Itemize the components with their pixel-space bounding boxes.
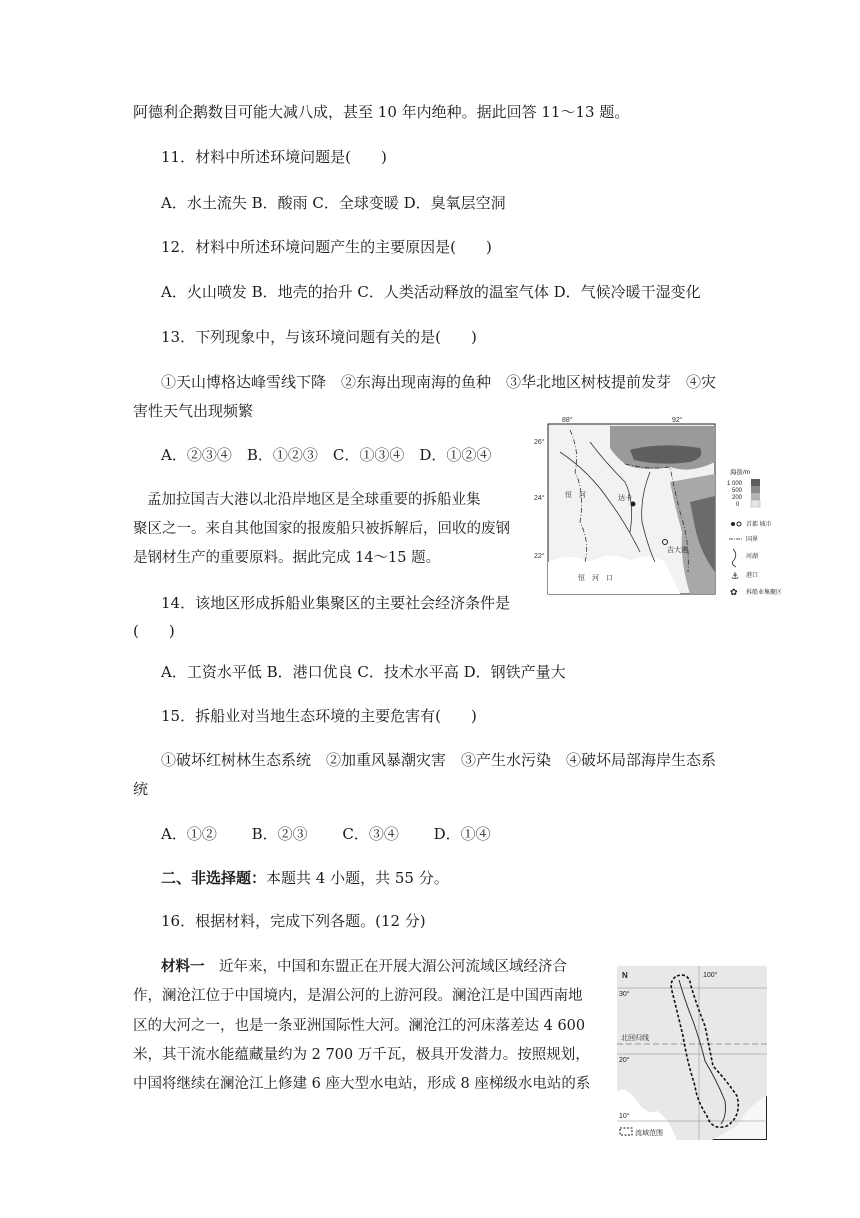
lon-label: 100° (703, 972, 718, 979)
legend-item: 港口 (746, 573, 759, 579)
legend-item: 首都 城市 (746, 522, 772, 528)
question-15: 15．拆船业对当地生态环境的主要危害有( ) (161, 707, 477, 725)
material-paragraph: 区的大河之一，也是一条亚洲国际性大河。澜沧江的河床落差达 4 600 (133, 1018, 586, 1034)
material-paragraph: 中国将继续在澜沧江上修建 6 座大型水电站，形成 8 座梯级水电站的系 (133, 1076, 591, 1092)
material-paragraph: 作，澜沧江位于中国境内，是湄公河的上游河段。澜沧江是中国西南地 (133, 988, 583, 1004)
sea (548, 555, 680, 594)
lat-label: 20° (619, 1057, 630, 1064)
legend-title: 海拔/m (730, 469, 751, 476)
question-14-cont: ( ) (133, 622, 175, 640)
gear-icon: ✿ (730, 587, 738, 597)
question-15-options: A．①② B．②③ C．③④ D．①④ (161, 825, 491, 843)
lat-label: 24° (534, 495, 545, 502)
legend-value: 200 (732, 495, 743, 501)
legend-item: 国界 (746, 537, 759, 543)
legend-item: 拆船业集聚区 (746, 590, 783, 596)
text-line: 阿德利企鹅数目可能大减八成，甚至 10 年内绝种。据此回答 11～13 题。 (133, 103, 630, 121)
question-15-items: ①破坏红树林生态系统 ②加重风暴潮灾害 ③产生水污染 ④破坏局部海岸生态系 (161, 751, 717, 769)
question-14-options: A．工资水平低 B．港口优良 C．技术水平高 D．钢铁产量大 (161, 663, 566, 681)
lat-label: 10° (619, 1113, 630, 1120)
material-paragraph: 聚区之一。来自其他国家的报废船只被拆解后，回收的废钢 (133, 521, 510, 537)
section-desc: 本题共 4 小题，共 55 分。 (266, 869, 449, 887)
lat-label: 30° (619, 991, 630, 998)
legend-value: 1 000 (727, 481, 743, 487)
question-13-items: ①天山博格达峰雪线下降 ②东海出现南海的鱼种 ③华北地区树枝提前发芽 ④灾 (161, 373, 717, 391)
legend-value: 500 (732, 488, 743, 494)
material-paragraph: 孟加拉国吉大港以北沿岸地区是全球重要的拆船业集 (147, 492, 481, 508)
elevation-area (630, 445, 701, 463)
legend-item: 流域范围 (635, 1130, 663, 1137)
question-13-items-cont: 害性天气出现频繁 (133, 402, 254, 420)
place-chittagong: 吉大港 (667, 547, 688, 554)
river-label: 恒 河 (565, 492, 586, 499)
question-13-options: A．②③④ B．①②③ C．①③④ D．①②④ (161, 446, 492, 464)
question-16: 16．根据材料，完成下列各题。(12 分) (161, 912, 426, 930)
lat-label: 22° (534, 553, 545, 560)
material-paragraph (161, 957, 567, 977)
section-heading (161, 868, 449, 888)
legend-value: 0 (736, 502, 740, 508)
question-15-items-cont: 统 (133, 780, 149, 798)
question-12-options: A．火山喷发 B．地壳的抬升 C．人类活动释放的温室气体 D．气候冷暖干湿变化 (161, 283, 701, 301)
capital-dot (631, 502, 636, 507)
material-paragraph: 米，其干流水能蕴藏量约为 2 700 万千瓦，极具开发潜力。按照规划， (133, 1047, 590, 1063)
section-label: 二、非选择题： (161, 869, 267, 887)
question-14: 14．该地区形成拆船业集聚区的主要社会经济条件是 (161, 594, 511, 612)
material-label: 材料一 (161, 958, 205, 975)
question-11: 11．材料中所述环境问题是( ) (161, 148, 387, 166)
mekong-map (617, 966, 767, 1141)
place-dhaka: 达卡 (618, 495, 632, 502)
bangladesh-map (530, 412, 790, 602)
material-paragraph: 是钢材生产的重要原料。据此完成 14～15 题。 (133, 550, 441, 566)
lat-label: 26° (534, 439, 545, 446)
material-text: 近年来，中国和东盟正在开展大湄公河流域区域经济合 (204, 959, 567, 975)
question-13: 13．下列现象中，与该环境问题有关的是( ) (161, 328, 477, 346)
lon-label: 88° (562, 417, 573, 424)
legend-item: 河湖 (746, 554, 759, 560)
lon-label: 92° (672, 417, 683, 424)
river-mouth-label: 恒 河 口 (578, 575, 613, 582)
tropic-label: 北回归线 (621, 1035, 649, 1042)
north-arrow: N (622, 971, 628, 980)
anchor-icon: ⚓ (731, 571, 740, 581)
question-11-options: A．水土流失 B．酸雨 C．全球变暖 D．臭氧层空洞 (161, 194, 506, 212)
question-12: 12．材料中所述环境问题产生的主要原因是( ) (161, 238, 492, 256)
